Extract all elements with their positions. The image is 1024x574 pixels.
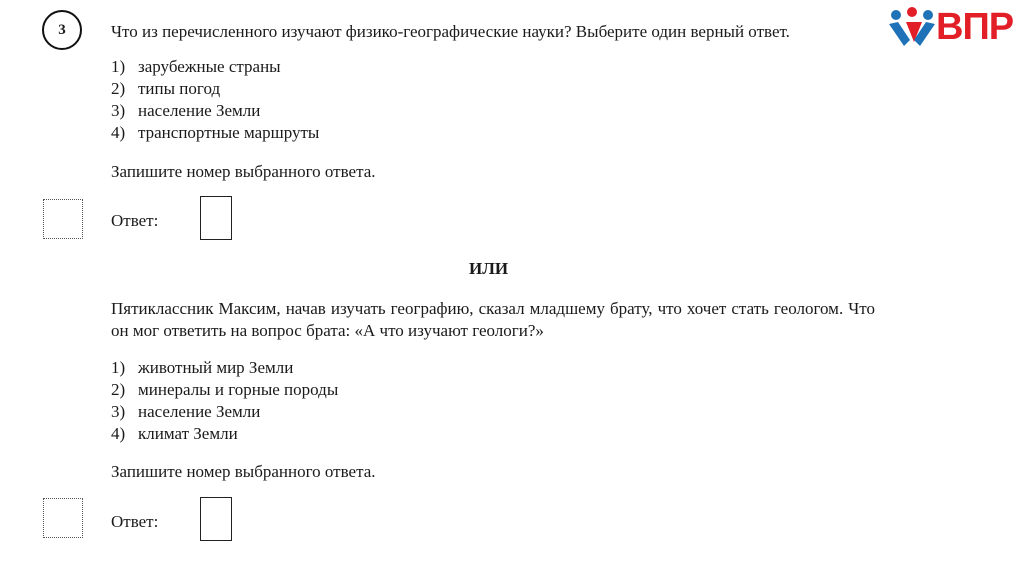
option-item: 1) животный мир Земли: [111, 358, 294, 377]
question-1-options: [111, 56, 319, 144]
answer-box-2[interactable]: [200, 497, 232, 541]
question-2-prompt: Пятиклассник Максим, начав изучать географию, сказал младшему брату, что хочет стать геологом. Что он мог ответить на вопрос брата: «А что изучают геологи?»: [111, 299, 875, 340]
question-number: 3: [58, 21, 66, 38]
option-item: 4) климат Земли: [111, 424, 238, 443]
question-2-instruction: Запишите номер выбранного ответа.: [111, 462, 376, 481]
option-item: 2) минералы и горные породы: [111, 380, 339, 399]
vpr-logo: [886, 6, 1012, 54]
option-item: 3) население Земли: [111, 402, 261, 421]
question-1-instruction: Запишите номер выбранного ответа.: [111, 162, 376, 181]
logo-text: ВПР: [936, 6, 1014, 48]
score-box-2: [43, 498, 83, 538]
or-label: ИЛИ: [469, 259, 509, 278]
answer-label-2: Ответ:: [111, 512, 159, 531]
score-box-1: [43, 199, 83, 239]
answer-box-1[interactable]: [200, 196, 232, 240]
option-item: 3) население Земли: [111, 101, 261, 120]
question-2-options: [111, 357, 338, 445]
vpr-logo-icon: [886, 6, 938, 54]
answer-label-1: Ответ:: [111, 211, 159, 230]
question-1-prompt: Что из перечисленного изучают физико-географические науки? Выберите один верный ответ.: [111, 22, 790, 41]
question-number-badge: [42, 10, 82, 50]
option-item: 4) транспортные маршруты: [111, 123, 320, 142]
option-item: 2) типы погод: [111, 79, 221, 98]
option-item: 1) зарубежные страны: [111, 57, 281, 76]
